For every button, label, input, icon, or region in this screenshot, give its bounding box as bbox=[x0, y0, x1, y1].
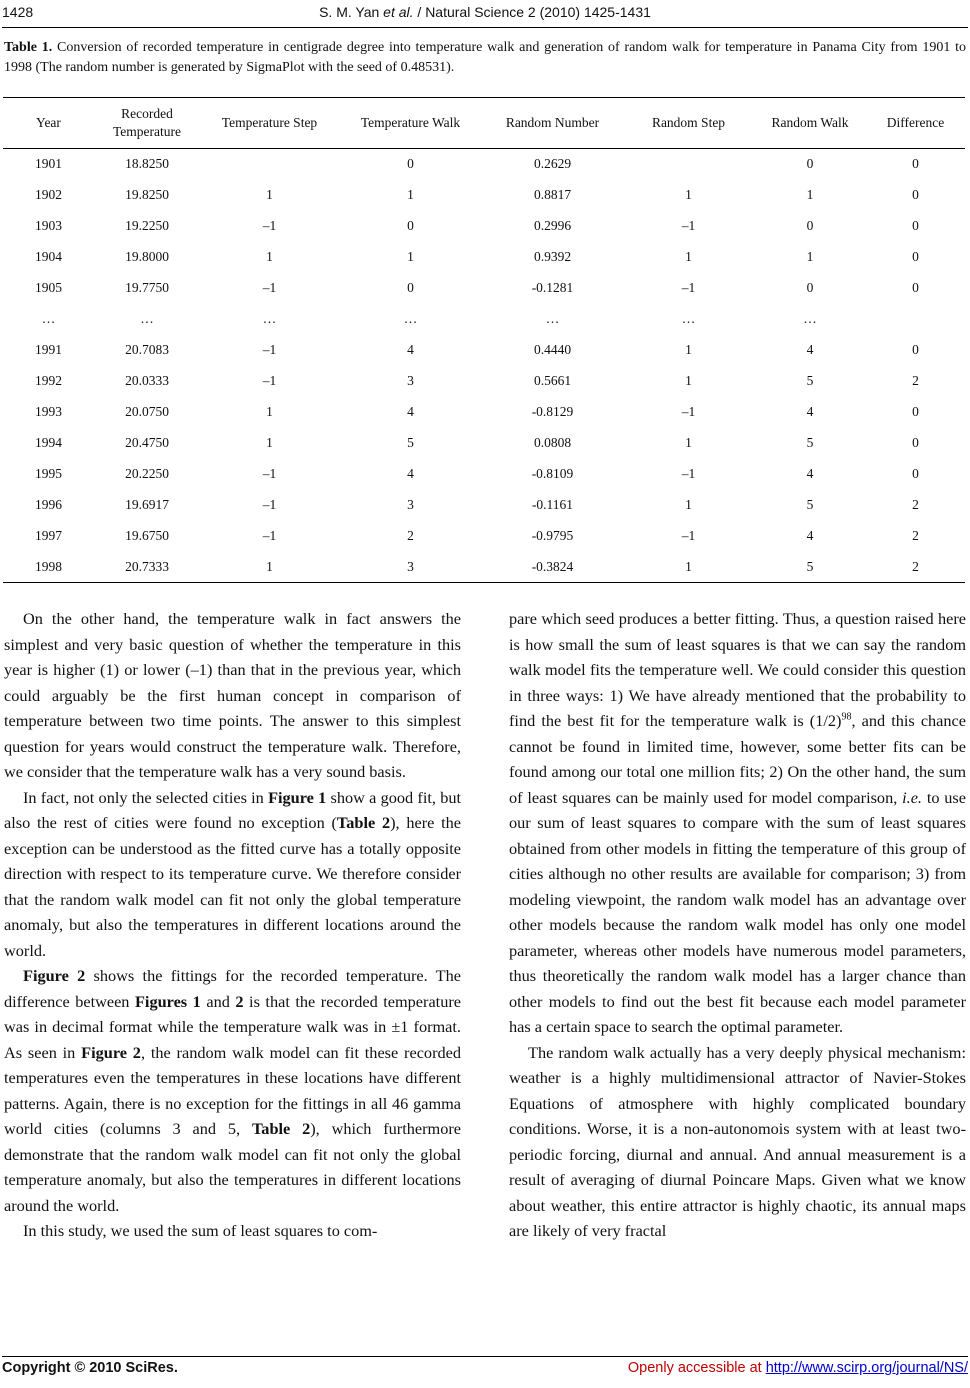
table-row bbox=[3, 180, 965, 211]
table-cell: … bbox=[803, 311, 817, 326]
table-cell: -0.3824 bbox=[482, 552, 623, 583]
table-cell: 1902 bbox=[35, 187, 62, 202]
table-cell: –1 bbox=[262, 497, 277, 512]
table-cell: –1 bbox=[681, 218, 696, 233]
col-header-recorded-temperature: Recorded Temperature bbox=[94, 98, 200, 149]
table-row bbox=[3, 459, 965, 490]
table-cell: 20.7083 bbox=[125, 342, 169, 357]
table-cell: … bbox=[41, 311, 56, 326]
open-access-note: Openly accessible at http://www.scirp.org/journal/NS/ bbox=[627, 1360, 968, 1376]
table-cell: 1 bbox=[266, 435, 273, 450]
page-footer bbox=[0, 1356, 970, 1380]
col-header-difference: Difference bbox=[866, 98, 965, 149]
table-cell: 1 bbox=[685, 497, 692, 512]
table-cell: 0 bbox=[912, 435, 919, 450]
table-cell: 1901 bbox=[35, 156, 62, 172]
table-cell: 3 bbox=[407, 373, 414, 388]
table-cell: 0.4440 bbox=[533, 342, 572, 357]
table-cell: 1 bbox=[407, 187, 414, 202]
table-cell: 0.5661 bbox=[533, 373, 572, 388]
table-ref: Table 2 bbox=[251, 1119, 311, 1138]
table-cell: 4 bbox=[806, 528, 814, 543]
table-row bbox=[3, 149, 965, 180]
table-cell: 0.9392 bbox=[533, 249, 572, 264]
table-cell: 0 bbox=[407, 280, 414, 295]
table-cell: 19.8000 bbox=[125, 249, 169, 264]
paragraph: The random walk actually has a very deeply physical mechanism: weather is a highly multidimensional attractor of Navier-Stokes Equations of atmosphere with highly complicated boundary conditions. Worse, it is a non-autonomois system with at least two-periodic forcing, diurnal and annual. And annual measurement is a result of averaging of diurnal Poincare Maps. Given what we know about weather, this entire attractor is highly chaotic, its annual maps are likely of very fractal bbox=[509, 1042, 966, 1240]
figure-ref: Figure 1 bbox=[268, 787, 327, 807]
table-row bbox=[3, 521, 965, 552]
table-cell: –1 bbox=[681, 280, 696, 295]
header-rule bbox=[2, 27, 968, 28]
col-header-random-walk: Random Walk bbox=[754, 98, 866, 149]
col-header-year: Year bbox=[3, 98, 94, 149]
table-cell: 4 bbox=[407, 404, 414, 419]
table-cell: 0 bbox=[806, 218, 814, 233]
table-row bbox=[3, 211, 965, 242]
paragraph: In fact, not only the selected cities in Figure 1 show a good fit, but also the rest of cities were found no exception (Table 2), here the exception can be understood as the fitted curve has a totally opposite direction with respect to its temperature curve. We therefore consider that the random walk model can fit not only the global temperature anomaly, but also the temperatures in different locations around the world. bbox=[4, 787, 461, 960]
table-cell: 1992 bbox=[35, 373, 62, 388]
table-cell: 2 bbox=[912, 528, 919, 543]
table-cell bbox=[866, 304, 965, 335]
col-header-temperature-step: Temperature Step bbox=[200, 98, 339, 149]
table-row bbox=[3, 397, 965, 428]
table-cell: -0.8109 bbox=[531, 466, 574, 481]
table-cell: 1995 bbox=[35, 466, 62, 481]
col-header-random-number: Random Number bbox=[482, 98, 623, 149]
table-cell: 1 bbox=[200, 552, 339, 583]
table-cell bbox=[623, 149, 754, 180]
table-cell: –1 bbox=[681, 404, 696, 419]
table-cell: –1 bbox=[262, 280, 277, 295]
table-row bbox=[3, 273, 965, 304]
table-caption: Table 1. Conversion of recorded temperature in centigrade degree into temperature walk and generation of random walk for temperature in Panama City from 1901 to 1998 (The random number is generated by SigmaPlot with the seed of 0.48531). bbox=[4, 40, 966, 75]
paragraph: Figure 2 shows the fittings for the recorded temperature. The difference between Figures 1 and 2 is that the recorded temperature was in decimal format while the temperature walk was in ±1 format. As seen in Figure 2, the random walk model can fit these recorded temperatures even the temperatures in these locations have different patterns. Again, there is no exception for the fittings in all 46 gamma world cities (columns 3 and 5, Table 2), which furthermore demonstrate that the random walk model can fit not only the global temperature anomaly, but also the temperatures in different locations around the world. bbox=[4, 966, 462, 1215]
table-cell: 19.6917 bbox=[125, 497, 169, 512]
table-cell: -0.1281 bbox=[531, 280, 574, 295]
journal-link[interactable]: http://www.scirp.org/journal/NS/ bbox=[765, 1360, 968, 1376]
figure-ref: Figures 1 bbox=[134, 991, 201, 1011]
table-cell bbox=[200, 149, 339, 180]
table-cell: 1 bbox=[266, 249, 273, 264]
table-cell: 0 bbox=[806, 156, 814, 172]
right-column bbox=[509, 606, 966, 1244]
table-cell: 1904 bbox=[35, 249, 62, 264]
table-cell: –1 bbox=[262, 342, 277, 357]
table-cell: 5 bbox=[407, 435, 414, 450]
table-cell: 20.7333 bbox=[94, 552, 200, 583]
table-cell: 0.8817 bbox=[533, 187, 572, 202]
table-cell: 1997 bbox=[35, 528, 62, 543]
table-ref: Table 2 bbox=[336, 813, 391, 832]
table-cell: -0.1161 bbox=[531, 497, 574, 512]
table-cell: 0.2996 bbox=[533, 218, 572, 233]
table-cell: 0 bbox=[912, 466, 919, 481]
table-row bbox=[3, 428, 965, 459]
table-cell: 0 bbox=[912, 218, 919, 233]
table-row bbox=[3, 304, 965, 335]
table-cell: –1 bbox=[681, 528, 696, 543]
running-head: S. M. Yan et al. / Natural Science 2 (2010) 1425-1431 bbox=[319, 4, 651, 20]
table-cell: … bbox=[262, 311, 277, 326]
table-cell: 0 bbox=[407, 218, 414, 233]
table-cell: 20.0750 bbox=[125, 404, 169, 419]
table-cell: 4 bbox=[806, 342, 814, 357]
footer-rule bbox=[2, 1356, 968, 1357]
table-header-row bbox=[3, 98, 965, 149]
paragraph: In this study, we used the sum of least squares to com- bbox=[23, 1221, 378, 1240]
table-cell: 2 bbox=[407, 528, 414, 543]
table-cell: 1993 bbox=[35, 404, 62, 419]
table-cell: 1 bbox=[806, 187, 814, 202]
page-number: 1428 bbox=[2, 4, 34, 20]
table-cell: 4 bbox=[806, 404, 814, 419]
table-cell: 1 bbox=[266, 404, 273, 419]
table-cell: 4 bbox=[407, 466, 414, 481]
col-header-temperature-walk: Temperature Walk bbox=[339, 98, 482, 149]
table-label: Table 1. bbox=[4, 40, 53, 55]
table-cell: … bbox=[403, 311, 418, 326]
table-cell: 1 bbox=[685, 435, 692, 450]
table-cell: 19.2250 bbox=[125, 218, 169, 233]
table-cell: 20.4750 bbox=[125, 435, 169, 450]
table-cell: 18.8250 bbox=[125, 156, 169, 172]
table-cell: 3 bbox=[407, 497, 414, 512]
table-cell: –1 bbox=[262, 218, 277, 233]
table-row bbox=[3, 552, 965, 583]
table-row bbox=[3, 490, 965, 521]
page-header bbox=[0, 0, 970, 30]
paragraph: pare which seed produces a better fitting. Thus, a question raised here is how small the sum of least squares is that we can say the random walk model fits the temperature well. We could consider this question in three ways: 1) We have already mentioned that the probability to find the best fit for the temperature walk is $(1/2)^{98}$, and this chance cannot be found in limited time, however, some better fits can be found among our total one million fits; 2) On the other hand, the sum of least squares can be mainly used for model comparison, i.e. to use our sum of least squares to compare with the sum of least squares obtained from other models in fitting the temperature of this group of cities although no other results are available for comparison; 3) from modeling viewpoint, the random walk model has an advantage over other models because the random walk model has only one model parameter, whereas other models have numerous model parameters, thus theoretically the random walk model has a larger chance than other models to find out the best fit because each model parameter has a certain space to search the optimal parameter. bbox=[509, 609, 967, 1036]
table-cell: 19.6750 bbox=[125, 528, 169, 543]
table-cell: 0 bbox=[407, 156, 414, 172]
table-cell: 5 bbox=[806, 435, 814, 450]
figure-ref: 2 bbox=[235, 991, 244, 1011]
table-cell: –1 bbox=[262, 528, 277, 543]
table-cell: 5 bbox=[806, 373, 814, 388]
table-cell: 0 bbox=[912, 404, 919, 419]
table-cell: … bbox=[681, 311, 696, 326]
table-cell: 1 bbox=[407, 249, 414, 264]
exponent: 98 bbox=[841, 711, 852, 723]
figure-ref: Figure 2 bbox=[23, 966, 86, 985]
paragraph: On the other hand, the temperature walk in fact answers the simplest and very basic question of whether the temperature in this year is higher (1) or lower (–1) than that in the previous year, which could arguably be the first human concept in comparison of temperature between two time points. The answer to this simplest question for years would construct the temperature walk. Therefore, we consider that the temperature walk has a very sound basis. bbox=[4, 609, 461, 781]
table-row bbox=[3, 335, 965, 366]
data-table bbox=[3, 97, 965, 583]
table-cell: 0 bbox=[912, 342, 919, 357]
table-cell: 5 bbox=[754, 552, 866, 583]
table-cell: 0 bbox=[912, 249, 919, 264]
table-cell: –1 bbox=[262, 373, 277, 388]
table-cell: 1 bbox=[685, 342, 692, 357]
table-cell: 20.0333 bbox=[125, 373, 169, 388]
table-cell: 2 bbox=[866, 552, 965, 583]
table-cell: 0 bbox=[912, 187, 919, 202]
table-cell: -0.8129 bbox=[531, 404, 574, 419]
figure-ref: Figure 2 bbox=[81, 1042, 141, 1062]
table-cell: 1996 bbox=[35, 497, 62, 512]
table-cell: 1 bbox=[623, 552, 754, 583]
table-cell: 1 bbox=[266, 187, 273, 202]
table-cell: 1903 bbox=[35, 218, 62, 233]
table-cell: 0.0808 bbox=[533, 435, 572, 450]
table-cell: 1 bbox=[685, 373, 692, 388]
table-cell: 2 bbox=[912, 497, 919, 512]
table-cell: 0 bbox=[912, 156, 919, 172]
table-cell: 19.8250 bbox=[125, 187, 169, 202]
table-cell: … bbox=[140, 311, 154, 326]
table-cell: 5 bbox=[806, 497, 814, 512]
table-cell: 19.7750 bbox=[125, 280, 169, 295]
table-cell: -0.9795 bbox=[531, 528, 574, 543]
col-header-random-step: Random Step bbox=[623, 98, 754, 149]
table-row bbox=[3, 242, 965, 273]
table-cell: –1 bbox=[681, 466, 696, 481]
table-cell: 20.2250 bbox=[125, 466, 169, 481]
table-cell: 1 bbox=[806, 249, 814, 264]
table-cell: 3 bbox=[339, 552, 482, 583]
table-cell: 0 bbox=[806, 280, 814, 295]
table-cell: 4 bbox=[407, 342, 414, 357]
table-cell: 2 bbox=[912, 373, 919, 388]
table-cell: 1 bbox=[685, 249, 692, 264]
table-cell: 1994 bbox=[35, 435, 62, 450]
table-cell: 1998 bbox=[3, 552, 94, 583]
table-row bbox=[3, 366, 965, 397]
table-cell: 1991 bbox=[35, 342, 62, 357]
table-cell: 0 bbox=[912, 280, 919, 295]
table-cell: 0.2629 bbox=[533, 156, 572, 172]
table-cell: 1 bbox=[685, 187, 692, 202]
table-cell: … bbox=[545, 311, 560, 326]
table-cell: 1905 bbox=[35, 280, 62, 295]
table-cell: 4 bbox=[806, 466, 814, 481]
copyright: Copyright © 2010 SciRes. bbox=[2, 1360, 178, 1376]
left-column bbox=[4, 606, 461, 1244]
table-cell: –1 bbox=[262, 466, 277, 481]
